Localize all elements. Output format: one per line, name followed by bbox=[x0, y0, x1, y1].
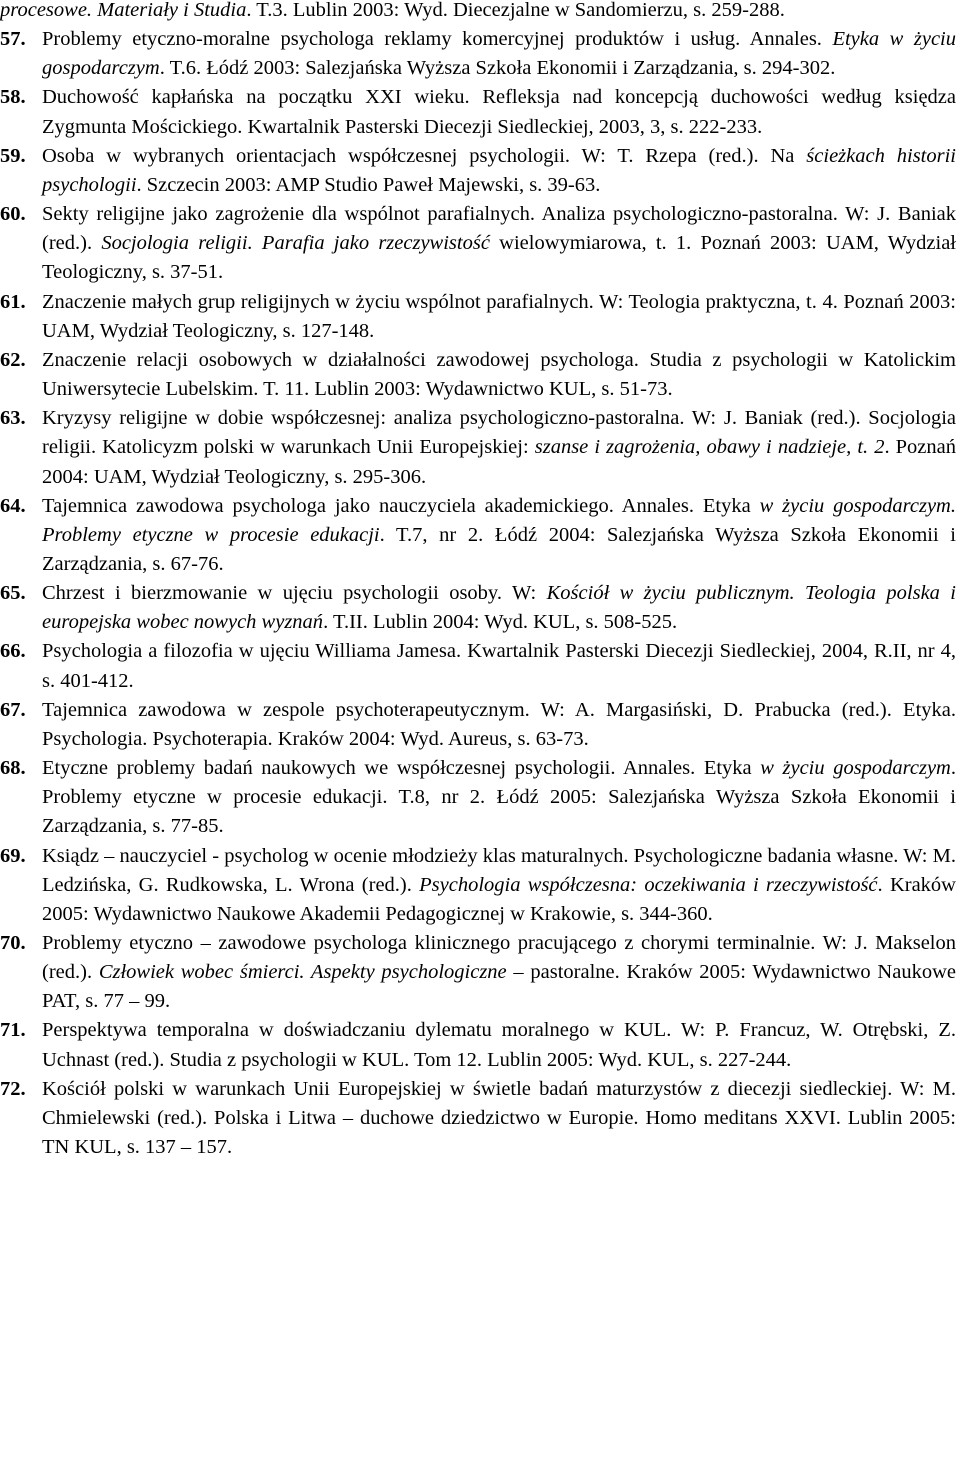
entry-italic-title: Socjologia religii. Parafia jako rzeczywistość bbox=[101, 232, 490, 255]
entry-text bbox=[42, 757, 956, 837]
entry-number: 68. bbox=[0, 757, 26, 780]
entry-text bbox=[42, 407, 956, 487]
entry-italic-title: Etyka w życiu gospodarczym bbox=[42, 28, 956, 80]
entry-italic-title: szanse i zagrożenia, obawy i nadzieje, t. 2 bbox=[534, 436, 885, 459]
entry-number: 64. bbox=[0, 494, 26, 517]
entry-number: 67. bbox=[0, 698, 26, 721]
entry-text bbox=[42, 291, 956, 342]
bibliography-entry bbox=[0, 929, 956, 1016]
bibliography-entry bbox=[0, 142, 956, 200]
entry-text-segment: . Kraków 2005: Wydawnictwo Naukowe Akademii Pedagogicznej w Krakowie, s. 344-360. bbox=[42, 873, 956, 925]
entry-text-segment: Problemy etyczno-moralne psychologa reklamy komercyjnej produktów i usług. Annales. bbox=[42, 28, 833, 51]
bibliography-entry bbox=[0, 404, 956, 491]
entry-text-segment: Tajemnica zawodowa psychologa jako nauczyciela akademickiego. Annales. Etyka bbox=[42, 494, 760, 517]
entry-text bbox=[42, 495, 956, 575]
bibliography-entry bbox=[0, 492, 956, 579]
bibliography-entry bbox=[0, 1075, 956, 1162]
entry-text-segment: Ksiądz – nauczyciel - psycholog w ocenie młodzieży klas maturalnych. Psychologiczne badania własne. W: M. Ledzińska, G. Rudkowska, L. Wrona (red.). bbox=[42, 844, 956, 896]
entry-text bbox=[42, 203, 956, 283]
entry-number: 63. bbox=[0, 407, 26, 430]
entry-text-segment: Perspektywa temporalna w doświadczaniu dylematu moralnego w KUL. W: P. Francuz, W. Otrębski, Z. Uchnast (red.). Studia z psychologii w KUL. Tom 12. Lublin 2005: Wyd. KUL, s. 227-244. bbox=[42, 1019, 956, 1071]
entry-number: 65. bbox=[0, 582, 26, 605]
bibliography-entry bbox=[0, 25, 956, 83]
bibliography-entry bbox=[0, 754, 956, 841]
bibliography-entry bbox=[0, 346, 956, 404]
entry-text bbox=[42, 582, 956, 633]
bibliography-entry bbox=[0, 288, 956, 346]
entry-italic-title: w życiu gospodarczym bbox=[760, 757, 951, 780]
entry-number: 71. bbox=[0, 1019, 26, 1042]
bibliography-entry bbox=[0, 1016, 956, 1074]
bibliography-entry-continuation bbox=[0, 0, 956, 25]
entry-number: 61. bbox=[0, 290, 26, 313]
entry-text-segment: Kryzysy religijne w dobie współczesnej: analiza psychologiczno-pastoralna. W: J. Baniak (red.). Socjologia religii. Katolicyzm polski w warunkach Unii Europejskiej: bbox=[42, 407, 956, 459]
entry-text-segment: Psychologia a filozofia w ujęciu Williama Jamesa. Kwartalnik Pasterski Diecezji Siedleckiej, 2004, R.II, nr 4, s. 401-412. bbox=[42, 640, 956, 692]
entry-text-segment: Znaczenie relacji osobowych w działalności zawodowej psychologa. Studia z psychologii w Katolickim Uniwersytecie Lubelskim. T. 11. Lublin 2003: Wydawnictwo KUL, s. 51-73. bbox=[42, 348, 956, 401]
entry-text-segment: . T.7, nr 2. Łódź 2004: Salezjańska Wyższa Szkoła Ekonomii i Zarządzania, s. 67-76. bbox=[42, 523, 956, 575]
entry-italic-title: procesowe. Materiały i Studia bbox=[0, 0, 247, 21]
entry-text bbox=[42, 932, 956, 1012]
entry-text-segment: pastoralne. Kraków 2005: Wydawnictwo Naukowe PAT, s. 77 – 99. bbox=[42, 961, 956, 1013]
entry-text-segment: . Problemy etyczne w procesie edukacji. T.8, nr 2. Łódź 2005: Salezjańska Wyższa Szkoła Ekonomii i Zarządzania, s. 77-85. bbox=[42, 757, 956, 838]
entry-number: 66. bbox=[0, 640, 26, 663]
entry-text-segment: wielowymiarowa, t. 1. Poznań 2003: UAM, Wydział Teologiczny, s. 37-51. bbox=[42, 232, 956, 284]
entry-text bbox=[42, 28, 956, 79]
entry-text-segment: . Szczecin 2003: AMP Studio Paweł Majewski, s. 39-63. bbox=[136, 173, 601, 196]
entry-text bbox=[0, 0, 785, 21]
entry-text bbox=[42, 1078, 956, 1158]
entry-number: 72. bbox=[0, 1077, 26, 1100]
entry-italic-title: Człowiek wobec śmierci. Aspekty psychologiczne – bbox=[98, 961, 524, 984]
entry-text bbox=[42, 845, 956, 925]
entry-text-segment: Problemy etyczno – zawodowe psychologa klinicznego pracującego z chorymi terminalnie. W: J. Makselon (red.). bbox=[42, 932, 956, 984]
entry-text-segment: Kościół polski w warunkach Unii Europejskiej w świetle badań maturzystów z diecezji siedleckiej. W: M. Chmielewski (red.). Polska i Litwa – duchowe dziedzictwo w Europie. Homo meditans XXVI. Lublin 2005: TN KUL, s. 137 – 157. bbox=[42, 1077, 956, 1159]
entry-text-segment: . T.6. Łódź 2003: Salezjańska Wyższa Szkoła Ekonomii i Zarządzania, s. 294-302. bbox=[159, 57, 836, 80]
entry-italic-title: Kościół w życiu publicznym. Teologia polska i europejska wobec nowych wyznań bbox=[42, 582, 956, 634]
entry-number: 70. bbox=[0, 932, 26, 954]
entry-text-segment: . Poznań 2004: UAM, Wydział Teologiczny, s. 295-306. bbox=[42, 436, 956, 488]
entry-text bbox=[42, 1019, 956, 1070]
entry-number: 60. bbox=[0, 203, 26, 226]
entry-text-segment: Znaczenie małych grup religijnych w życiu wspólnot parafialnych. W: Teologia praktyczna, t. 4. Poznań 2003: UAM, Wydział Teologiczny, s. 127-148. bbox=[42, 290, 956, 342]
bibliography-entry bbox=[0, 637, 956, 695]
entry-text-segment: Etyczne problemy badań naukowych we współczesnej psychologii. Annales. Etyka bbox=[42, 757, 761, 780]
entry-number: 57. bbox=[0, 28, 26, 51]
entry-number: 59. bbox=[0, 144, 26, 167]
entry-text-segment: Osoba w wybranych orientacjach współczesnej psychologii. W: T. Rzepa (red.). Na bbox=[42, 144, 807, 167]
bibliography-entry bbox=[0, 579, 956, 637]
entry-text-segment: . T.3. Lublin 2003: Wyd. Diecezjalne w Sandomierzu, s. 259-288. bbox=[246, 0, 785, 21]
entry-text bbox=[42, 86, 956, 137]
bibliography-entry bbox=[0, 83, 956, 141]
entry-italic-title: ścieżkach historii psychologii bbox=[42, 144, 956, 196]
entry-number: 58. bbox=[0, 86, 26, 109]
entry-text bbox=[42, 640, 956, 691]
entry-text-segment: Chrzest i bierzmowanie w ujęciu psychologii osoby. W: bbox=[42, 582, 547, 605]
entry-text-segment: Tajemnica zawodowa w zespole psychoterapeutycznym. W: A. Margasiński, D. Prabucka (red.). Etyka. Psychologia. Psychoterapia. Kraków 2004: Wyd. Aureus, s. 63-73. bbox=[42, 698, 956, 750]
bibliography-entry bbox=[0, 696, 956, 754]
entry-text bbox=[42, 349, 956, 400]
entry-text-segment: Duchowość kapłańska na początku XXI wieku. Refleksja nad koncepcją duchowości według księdza Zygmunta Mościckiego. Kwartalnik Pasterski Diecezji Siedleckiej, 2003, 3, s. 222-233. bbox=[42, 86, 956, 138]
entry-italic-title: w życiu gospodarczym. Problemy etyczne w procesie edukacji bbox=[42, 494, 956, 546]
entry-number: 69. bbox=[0, 844, 26, 867]
entry-text-segment: Sekty religijne jako zagrożenie dla wspólnot parafialnych. Analiza psychologiczno-pastoralna. W: J. Baniak (red.). bbox=[42, 203, 956, 255]
entry-text bbox=[42, 145, 956, 196]
entry-text-segment: . T.II. Lublin 2004: Wyd. KUL, s. 508-525. bbox=[323, 611, 678, 634]
bibliography-entry bbox=[0, 842, 956, 929]
entry-number: 62. bbox=[0, 348, 26, 371]
entry-text bbox=[42, 699, 956, 750]
entry-italic-title: Psychologia współczesna: oczekiwania i rzeczywistość bbox=[419, 873, 878, 896]
bibliography-entry bbox=[0, 200, 956, 287]
